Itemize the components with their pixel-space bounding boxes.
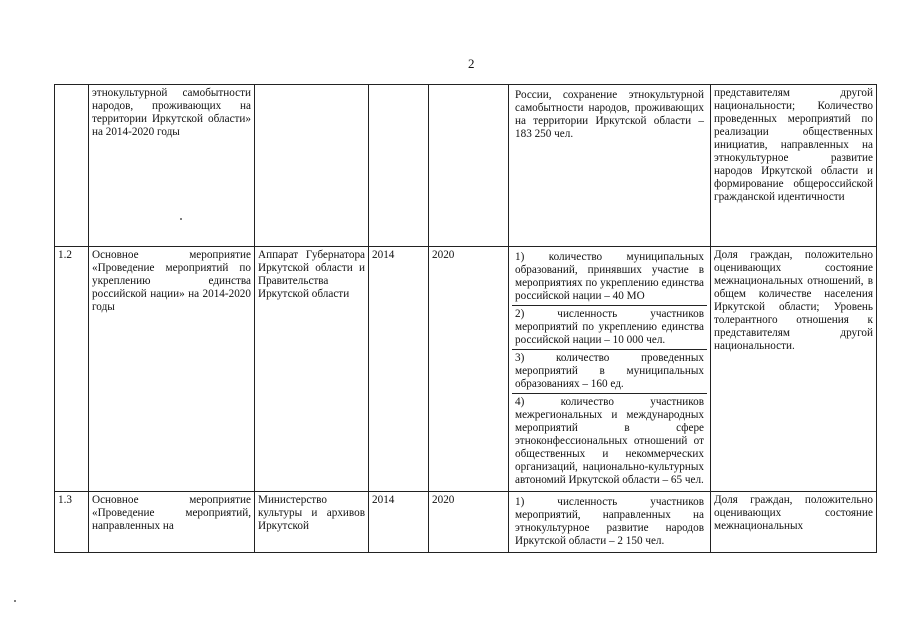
expected-results: Доля граждан, положительно оценивающих состояние межнациональных отношений, в общем количестве населения Иркутской области; Уровень толерантного отношения к представителям другой национальности.: [711, 247, 877, 492]
start-year: 2014: [369, 492, 429, 553]
row-number: [55, 85, 89, 247]
table-row: [55, 492, 877, 553]
table-row: [55, 247, 877, 492]
executor: Министерство культуры и архивов Иркутской: [255, 492, 369, 553]
start-year: 2014: [369, 247, 429, 492]
end-year: [429, 85, 509, 247]
indicator: 1) количество муниципальных образований, принявших участие в мероприятиях по укреплению единства российской нации – 40 МО: [515, 251, 704, 302]
indicators-cell: [509, 85, 711, 247]
expected-results: Доля граждан, положительно оценивающих состояние межнациональных: [711, 492, 877, 553]
scan-speck: [180, 218, 182, 220]
indicator: 1) численность участников мероприятий, направленных на этнокультурное развитие народов Иркутской области – 2 150 чел.: [515, 496, 704, 547]
indicators-cell: [509, 492, 711, 553]
indicator: 2) численность участников мероприятий по укреплению единства российской нации – 10 000 чел.: [512, 305, 707, 349]
activity-name: Основное мероприятие «Проведение мероприятий по укреплению единства российской нации» на 2014-2020 годы: [89, 247, 255, 492]
row-number: 1.3: [55, 492, 89, 553]
indicators-cell: [509, 247, 711, 492]
page-number: 2: [468, 56, 475, 71]
indicator: России, сохранение этнокультурной самобытности народов, проживающих на территории Иркутской области – 183 250 чел.: [515, 89, 704, 140]
end-year: 2020: [429, 492, 509, 553]
row-number: 1.2: [55, 247, 89, 492]
executor: [255, 85, 369, 247]
program-table: [54, 84, 877, 553]
indicator: 4) количество участников межрегиональных и международных мероприятий в сфере этноконфессиональных отношений от общественных и некоммерческих организаций, национально-культурных автономий Иркутской области – 65 чел.: [512, 393, 707, 489]
activity-name: Основное мероприятие «Проведение мероприятий, направленных на: [89, 492, 255, 553]
end-year: 2020: [429, 247, 509, 492]
table-row: [55, 85, 877, 247]
start-year: [369, 85, 429, 247]
executor: Аппарат Губернатора Иркутской области и Правительства Иркутской области: [255, 247, 369, 492]
scan-speck: [14, 600, 16, 602]
expected-results: представителям другой национальности; Количество проведенных мероприятий по реализации общественных инициатив, направленных на этнокультурное развитие народов Иркутской области и формирование общероссийской гражданской идентичности: [711, 85, 877, 247]
activity-name: этнокультурной самобытности народов, проживающих на территории Иркутской области» на 2014-2020 годы: [89, 85, 255, 247]
indicator: 3) количество проведенных мероприятий в муниципальных образованиях – 160 ед.: [512, 349, 707, 393]
